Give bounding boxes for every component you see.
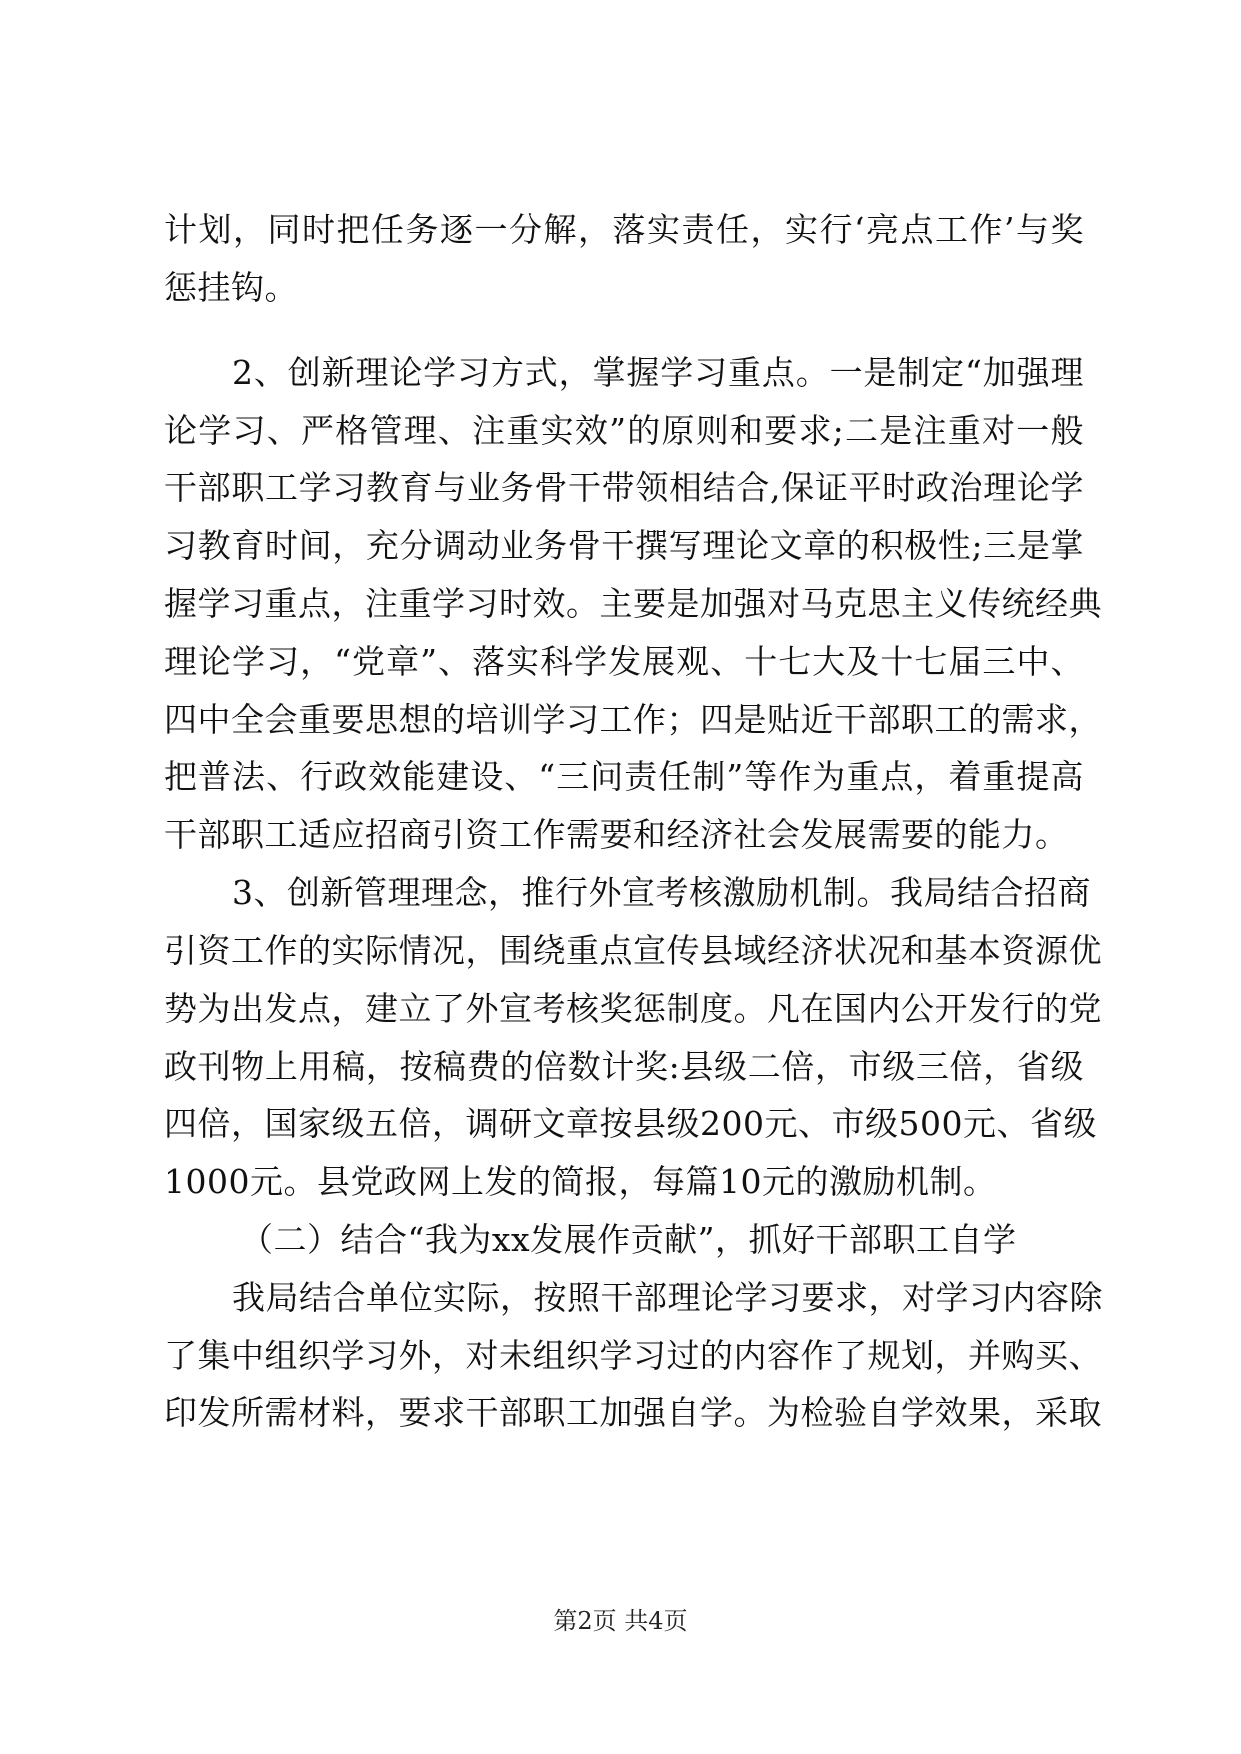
body-text-line: 计划，同时把任务逐一分解，落实责任，实行‘亮点工作’与奖 [164,210,1084,249]
section-heading: （二）结合“我为xx发展作贡献”，抓好干部职工自学 [240,1220,1017,1259]
body-text-line: 引资工作的实际情况，围绕重点宣传县域经济状况和基本资源优 [164,931,1102,970]
body-text-line: 把普法、行政效能建设、“三问责任制”等作为重点，着重提高 [164,757,1084,796]
body-text-line: 理论学习，“党章”、落实科学发展观、十七大及十七届三中、 [164,642,1084,681]
body-text-line: 握学习重点，注重学习时效。主要是加强对马克思主义传统经典 [164,584,1102,623]
body-text-line: 1000元。县党政网上发的简报，每篇10元的激励机制。 [164,1162,997,1201]
body-text-line: 习教育时间，充分调动业务骨干撰写理论文章的积极性;三是掌 [164,526,1084,565]
body-text-line: 政刊物上用稿，按稿费的倍数计奖:县级二倍，市级三倍，省级 [164,1047,1084,1086]
body-text-line: 四倍，国家级五倍，调研文章按县级200元、市级500元、省级 [164,1104,1097,1143]
body-text-line: 印发所需材料，要求干部职工加强自学。为检验自学效果，采取 [164,1393,1102,1432]
body-text-line: 四中全会重要思想的培训学习工作；四是贴近干部职工的需求， [164,700,1102,739]
paragraph-first-line: 我局结合单位实际，按照干部理论学习要求，对学习内容除 [232,1278,1103,1317]
paragraph-first-line: 2、创新理论学习方式，掌握学习重点。一是制定“加强理 [232,353,1084,392]
body-text-line: 论学习、严格管理、注重实效”的原则和要求;二是注重对一般 [164,411,1084,450]
body-text-line: 势为出发点，建立了外宣考核奖惩制度。凡在国内公开发行的党 [164,989,1102,1028]
body-text-line: 了集中组织学习外，对未组织学习过的内容作了规划，并购买、 [164,1336,1102,1375]
body-text-line: 干部职工学习教育与业务骨干带领相结合,保证平时政治理论学 [164,468,1084,507]
body-text-line: 干部职工适应招商引资工作需要和经济社会发展需要的能力。 [164,815,1069,854]
paragraph-first-line: 3、创新管理理念，推行外宣考核激励机制。我局结合招商 [232,873,1091,912]
body-text-line: 惩挂钩。 [164,268,298,307]
page-number-footer: 第2页 共4页 [553,1607,688,1635]
